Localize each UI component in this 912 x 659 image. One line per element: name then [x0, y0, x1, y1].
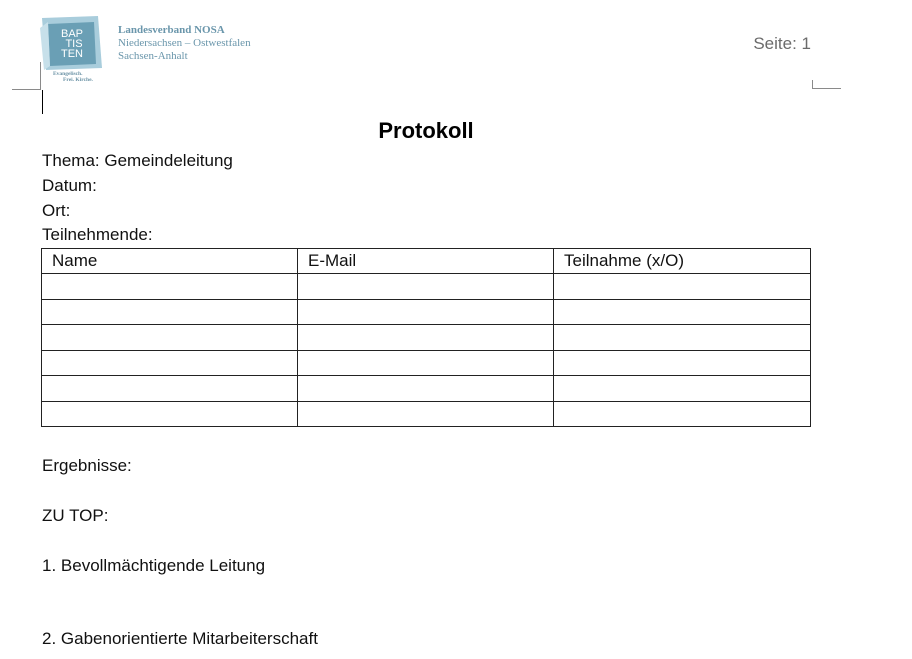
- logo-text-line: TIS: [65, 38, 83, 50]
- field-participants[interactable]: Teilnehmende:: [42, 225, 153, 244]
- table-cell[interactable]: [42, 401, 298, 427]
- crop-mark: [40, 62, 41, 90]
- field-date[interactable]: Datum:: [42, 176, 97, 195]
- table-cell[interactable]: [554, 376, 811, 402]
- field-location[interactable]: Ort:: [42, 201, 71, 220]
- crop-mark: [812, 80, 813, 89]
- table-row: [42, 299, 811, 325]
- table-cell[interactable]: [554, 274, 811, 300]
- document-title[interactable]: Protokoll: [378, 118, 474, 143]
- crop-mark: [812, 88, 841, 89]
- table-cell[interactable]: [298, 299, 554, 325]
- text-cursor: [42, 90, 43, 114]
- table-cell[interactable]: [42, 325, 298, 351]
- logo-tagline-line: Frei. Kirche.: [63, 77, 93, 83]
- table-row: [42, 376, 811, 402]
- section-item-2[interactable]: 2. Gabenorientierte Mitarbeiterschaft: [42, 629, 318, 648]
- table-cell[interactable]: [298, 274, 554, 300]
- table-cell[interactable]: [42, 376, 298, 402]
- page-number: Seite: 1: [753, 34, 811, 53]
- table-cell[interactable]: [298, 401, 554, 427]
- crop-mark: [12, 89, 40, 90]
- logo-tagline-line: Evangelisch.: [53, 71, 83, 77]
- logo-text-line: TEN: [61, 48, 83, 60]
- table-cell[interactable]: [554, 299, 811, 325]
- organization-region: Niedersachsen – Ostwestfalen: [118, 37, 251, 49]
- section-item-1[interactable]: 1. Bevollmächtigende Leitung: [42, 556, 266, 575]
- table-cell[interactable]: [42, 299, 298, 325]
- table-cell[interactable]: [42, 350, 298, 376]
- organization-region: Sachsen-Anhalt: [118, 50, 188, 62]
- organization-name: Landesverband NOSA: [118, 24, 225, 36]
- column-header-name[interactable]: Name: [42, 249, 298, 274]
- column-header-email[interactable]: E-Mail: [298, 249, 554, 274]
- table-cell[interactable]: [554, 325, 811, 351]
- logo-text-line: BAP: [60, 28, 84, 40]
- table-cell[interactable]: [298, 376, 554, 402]
- column-header-attendance[interactable]: Teilnahme (x/O): [554, 249, 811, 274]
- logo-tagline: [53, 71, 93, 83]
- table-row: [42, 274, 811, 300]
- table-cell[interactable]: [554, 401, 811, 427]
- table-cell[interactable]: [298, 350, 554, 376]
- organization-block: [118, 24, 251, 63]
- table-header-row: [42, 249, 811, 274]
- table-row: [42, 325, 811, 351]
- section-results[interactable]: Ergebnisse:: [42, 456, 132, 475]
- table-cell[interactable]: [298, 325, 554, 351]
- table-row: [42, 350, 811, 376]
- table-cell[interactable]: [554, 350, 811, 376]
- table-row: [42, 401, 811, 427]
- table-cell[interactable]: [42, 274, 298, 300]
- participants-table: [41, 248, 811, 427]
- field-topic[interactable]: Thema: Gemeindeleitung: [42, 151, 233, 170]
- section-agenda[interactable]: ZU TOP:: [42, 506, 109, 525]
